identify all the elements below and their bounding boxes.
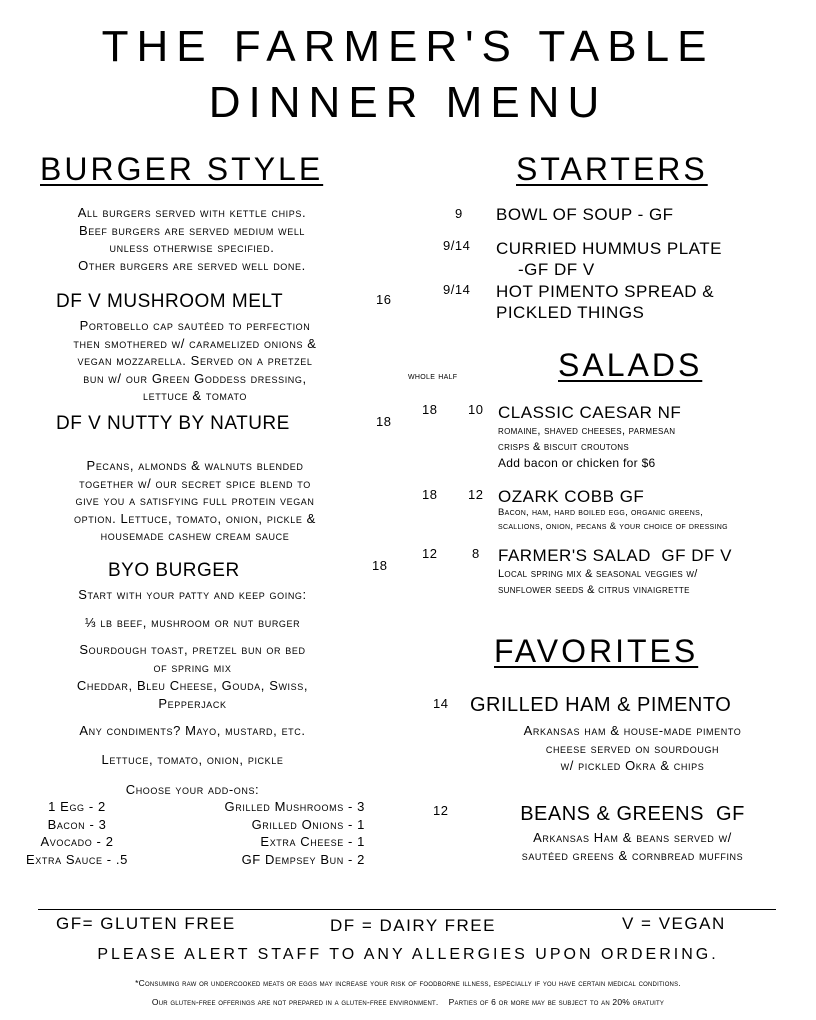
burger-intro-line: Beef burgers are served medium well bbox=[78, 222, 306, 238]
desc-line: Arkansas ham & house-made pimento bbox=[523, 723, 742, 738]
section-heading-favorites: FAVORITES bbox=[494, 633, 699, 669]
section-heading-salads: SALADS bbox=[558, 347, 703, 383]
addon-item: 1 Egg - 2 bbox=[48, 799, 106, 814]
byo-step-bun bbox=[20, 641, 365, 676]
desc-line: then smothered w/ caramelized onions & bbox=[73, 335, 317, 351]
item-title-soup: BOWL OF SOUP - GF bbox=[496, 205, 674, 224]
item-title-hummus-tags: -GF DF V bbox=[518, 260, 595, 279]
addon-item: Avocado - 2 bbox=[40, 834, 114, 849]
item-price-pimento-spread: 9/14 bbox=[443, 282, 471, 297]
item-price-soup: 9 bbox=[455, 206, 463, 221]
desc-line: crisps & biscuit croutons bbox=[498, 441, 629, 453]
desc-line: Bacon, ham, hard boiled egg, organic greens, bbox=[498, 507, 704, 518]
desc-line: Cheddar, Bleu Cheese, Gouda, Swiss, bbox=[76, 678, 309, 693]
item-title-farmers-salad-name: FARMER'S SALAD bbox=[498, 546, 651, 565]
item-price-nutty-by-nature: 18 bbox=[376, 414, 392, 429]
item-title-nutty-by-nature: DF V NUTTY BY NATURE bbox=[56, 413, 290, 434]
item-price-caesar-half: 10 bbox=[468, 402, 484, 417]
byo-step-condiments: Any condiments? Mayo, mustard, etc. bbox=[79, 723, 306, 738]
footer-divider bbox=[38, 909, 776, 910]
byo-step-patty: Start with your patty and keep going: bbox=[78, 587, 307, 602]
addon-item: Extra Sauce - .5 bbox=[26, 851, 128, 867]
item-price-farmers-salad-whole: 12 bbox=[422, 546, 438, 561]
addon-item: Bacon - 3 bbox=[47, 816, 107, 832]
byo-addons-left bbox=[22, 798, 132, 868]
disclaimer-foodborne: *Consuming raw or undercooked meats or eggs may increase your risk of foodborne illness, especially if you have certain medical conditions. bbox=[135, 978, 681, 988]
burger-intro-line: Other burgers are served well done. bbox=[78, 257, 306, 273]
allergy-alert: PLEASE ALERT STAFF TO ANY ALLERGIES UPON ORDERING. bbox=[97, 946, 719, 963]
legend-vegan: V = VEGAN bbox=[622, 914, 726, 933]
desc-line: give you a satisfying full protein vegan bbox=[75, 493, 315, 508]
burger-intro-line: unless otherwise specified. bbox=[109, 240, 275, 255]
desc-line: Pecans, almonds & walnuts blended bbox=[86, 458, 304, 473]
item-title-beans-greens bbox=[470, 803, 795, 825]
item-title-farmers-salad bbox=[498, 545, 732, 567]
addon-item: Extra Cheese - 1 bbox=[260, 834, 365, 849]
item-price-grilled-ham: 14 bbox=[433, 696, 449, 711]
desc-line: sautéed greens & cornbread muffins bbox=[521, 847, 744, 863]
addon-item: Grilled Onions - 1 bbox=[251, 816, 365, 832]
legend-dairy-free: DF = DAIRY FREE bbox=[330, 916, 496, 935]
desc-line: bun w/ our Green Goddess dressing, bbox=[83, 370, 307, 386]
salad-size-labels: whole half bbox=[408, 371, 458, 382]
desc-line: option. Lettuce, tomato, onion, pickle & bbox=[74, 510, 316, 526]
item-title-pimento-spread: HOT PIMENTO SPREAD & bbox=[496, 282, 715, 301]
item-title-grilled-ham: GRILLED HAM & PIMENTO bbox=[470, 694, 732, 716]
item-price-farmers-salad-half: 8 bbox=[472, 546, 480, 561]
addon-item: Grilled Mushrooms - 3 bbox=[224, 799, 365, 814]
desc-line: romaine, shaved cheeses, parmesan bbox=[498, 425, 676, 437]
desc-line: cheese served on sourdough bbox=[545, 740, 720, 756]
desc-line: Pepperjack bbox=[158, 695, 227, 711]
byo-step-addons: Choose your add-ons: bbox=[125, 782, 260, 797]
item-title-pimento-spread-line2: PICKLED THINGS bbox=[496, 303, 645, 322]
item-desc-mushroom-melt bbox=[20, 317, 370, 405]
item-title-cobb-name: OZARK COBB bbox=[498, 487, 615, 506]
item-desc-grilled-ham bbox=[470, 722, 795, 775]
byo-step-toppings: Lettuce, tomato, onion, pickle bbox=[101, 752, 284, 767]
item-tag-farmers-salad: GF DF V bbox=[661, 546, 732, 565]
desc-line: Local spring mix & seasonal veggies w/ bbox=[498, 568, 698, 580]
item-desc-nutty-by-nature bbox=[20, 457, 370, 545]
burger-intro bbox=[22, 204, 362, 274]
item-title-caesar-name: CLASSIC CAESAR bbox=[498, 403, 653, 422]
item-price-beans-greens: 12 bbox=[433, 803, 449, 818]
desc-line: of spring mix bbox=[153, 659, 232, 675]
section-heading-starters: STARTERS bbox=[516, 151, 708, 187]
byo-step-cheese bbox=[20, 677, 365, 712]
item-title-beans-greens-name: BEANS & GREENS bbox=[520, 803, 704, 825]
byo-step-protein: ⅓ lb beef, mushroom or nut burger bbox=[84, 615, 301, 630]
item-desc-caesar bbox=[498, 423, 675, 471]
desc-line: w/ pickled Okra & chips bbox=[560, 758, 705, 773]
desc-line: sunflower seeds & citrus vinaigrette bbox=[498, 584, 690, 596]
item-title-hummus: CURRIED HUMMUS PLATE bbox=[496, 239, 722, 258]
item-tag-cobb: GF bbox=[619, 487, 645, 506]
byo-addons-right bbox=[150, 798, 365, 868]
item-title-caesar bbox=[498, 402, 681, 424]
item-desc-beans-greens bbox=[470, 829, 795, 864]
section-heading-burger-style: BURGER STYLE bbox=[40, 151, 324, 187]
item-price-cobb-half: 12 bbox=[468, 487, 484, 502]
disclaimer-gluten-gratuity: Our gluten-free offerings are not prepared in a gluten-free environment. Parties of 6 or more may be subject to an 20% gratuity bbox=[151, 997, 665, 1007]
desc-line: vegan mozzarella. Served on a pretzel bbox=[77, 353, 313, 368]
desc-line: Portobello cap sautéed to perfection bbox=[79, 318, 311, 333]
desc-line: together w/ our secret spice blend to bbox=[79, 475, 311, 491]
item-tag-beans-greens: GF bbox=[716, 803, 745, 825]
item-price-byo-burger: 18 bbox=[372, 558, 388, 573]
desc-line: housemade cashew cream sauce bbox=[100, 528, 290, 543]
item-price-hummus: 9/14 bbox=[443, 238, 471, 253]
item-desc-farmers-salad bbox=[498, 566, 698, 598]
item-title-mushroom-melt: DF V MUSHROOM MELT bbox=[56, 291, 284, 312]
menu-title-line2: DINNER MENU bbox=[208, 78, 608, 127]
desc-line: Arkansas Ham & beans served w/ bbox=[533, 830, 732, 845]
menu-title-line1: THE FARMER'S TABLE bbox=[101, 22, 715, 71]
item-tag-caesar: NF bbox=[657, 403, 682, 422]
desc-line: scallions, onion, pecans & your choice of dressing bbox=[498, 521, 728, 532]
item-price-cobb-whole: 18 bbox=[422, 487, 438, 502]
item-price-mushroom-melt: 16 bbox=[376, 292, 392, 307]
burger-intro-line: All burgers served with kettle chips. bbox=[77, 205, 307, 220]
desc-line: Sourdough toast, pretzel bun or bed bbox=[79, 642, 306, 657]
desc-line: lettuce & tomato bbox=[142, 388, 247, 403]
item-price-caesar-whole: 18 bbox=[422, 402, 438, 417]
addon-item: GF Dempsey Bun - 2 bbox=[241, 851, 365, 867]
item-title-cobb bbox=[498, 486, 644, 508]
legend-gluten-free: GF= GLUTEN FREE bbox=[56, 914, 236, 933]
item-title-byo-burger: BYO BURGER bbox=[108, 560, 240, 581]
item-desc-cobb bbox=[498, 506, 728, 534]
desc-line: Add bacon or chicken for $6 bbox=[498, 456, 656, 470]
